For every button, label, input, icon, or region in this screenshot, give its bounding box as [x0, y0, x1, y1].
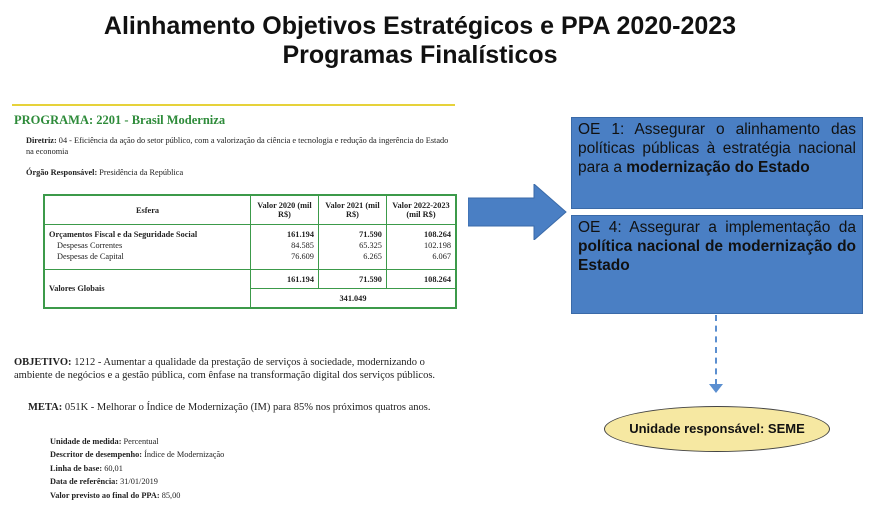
table-header-row	[44, 195, 456, 225]
header-esfera: Esfera	[44, 195, 251, 225]
indicador-value: 31/01/2019	[120, 477, 158, 487]
globais-value: 108.264	[386, 270, 456, 289]
indicador-label: Valor previsto ao final do PPA:	[50, 490, 160, 500]
meta	[28, 402, 431, 413]
indicador-value: 85,00	[161, 490, 181, 500]
row-value: 161.194	[251, 225, 319, 241]
budget-table	[43, 194, 457, 309]
row-label: Orçamentos Fiscal e da Seguridade Social	[44, 225, 251, 241]
indicador-label: Data de referência:	[50, 477, 119, 487]
globais-value: 71.590	[318, 270, 386, 289]
meta-label: META:	[28, 402, 63, 413]
indicador-value: Percentual	[123, 437, 159, 446]
header-2022-2023: Valor 2022-2023 (mil R$)	[386, 195, 456, 225]
indicador-label: Linha de base:	[50, 463, 103, 473]
table-row-globais	[44, 270, 456, 289]
indicador-value: Índice de Modernização	[144, 450, 225, 460]
oe4-text: OE 4: Assegurar a implementação da	[578, 219, 856, 236]
divider	[12, 104, 455, 106]
globais-value: 161.194	[251, 270, 319, 289]
indicador-item	[50, 435, 224, 448]
orgao-text: Presidência da República	[99, 168, 184, 177]
objetivo	[14, 357, 454, 382]
diretriz-label: Diretriz:	[26, 136, 57, 145]
indicador-item	[50, 475, 224, 488]
indicador-value: 60,01	[104, 463, 123, 473]
oe1-text: OE 1: Assegurar o alinhamento das políticas públicas à estratégia nacional para a	[578, 121, 856, 176]
globais-total: 341.049	[251, 289, 456, 309]
row-label: Despesas Correntes	[44, 240, 251, 251]
objetivo-label: OBJETIVO:	[14, 357, 72, 368]
objetivo-text: 1212 - Aumentar a qualidade da prestação de serviços à sociedade, modernizando o ambiente de negócios e a gestão pública, com ênfase na transformação digital dos serviços públicos.	[14, 357, 436, 381]
row-value: 76.609	[251, 251, 319, 270]
indicadores	[50, 435, 224, 502]
row-label: Despesas de Capital	[44, 251, 251, 270]
slide-title	[0, 12, 840, 70]
header-2020: Valor 2020 (mil R$)	[251, 195, 319, 225]
orgao-responsavel	[26, 168, 183, 179]
row-value: 108.264	[386, 225, 456, 241]
diretriz-text: 04 - Eficiência da ação do setor público, com a valorização da ciência e tecnologia e redução da ingerência do Estado na economia	[26, 136, 449, 156]
indicador-label: Unidade de medida:	[50, 437, 122, 446]
table-row	[44, 251, 456, 270]
row-value: 84.585	[251, 240, 319, 251]
table-row	[44, 240, 456, 251]
indicador-item	[50, 462, 224, 475]
dashed-connector	[715, 315, 717, 385]
oe1-bold: modernização do Estado	[626, 159, 810, 176]
oe1-box	[571, 117, 863, 209]
indicador-label: Descritor de desempenho:	[50, 450, 143, 460]
row-value: 102.198	[386, 240, 456, 251]
row-value: 6.265	[318, 251, 386, 270]
indicador-item	[50, 489, 224, 502]
row-value: 65.325	[318, 240, 386, 251]
table-row	[44, 225, 456, 241]
globais-label: Valores Globais	[44, 270, 251, 309]
row-value: 6.067	[386, 251, 456, 270]
right-arrow-icon	[468, 184, 568, 240]
orgao-label: Órgão Responsável:	[26, 168, 98, 177]
unidade-responsavel-ellipse: Unidade responsável: SEME	[604, 406, 830, 452]
arrow-down-icon	[709, 384, 723, 393]
header-2021: Valor 2021 (mil R$)	[318, 195, 386, 225]
title-line-1: Alinhamento Objetivos Estratégicos e PPA 2020-2023	[103, 12, 737, 40]
title-line-2: Programas Finalísticos	[282, 41, 558, 69]
programa-heading: PROGRAMA: 2201 - Brasil Moderniza	[14, 113, 226, 127]
meta-text: 051K - Melhorar o Índice de Modernização (IM) para 85% nos próximos quatros anos.	[64, 402, 431, 413]
diretriz	[26, 136, 456, 157]
row-value: 71.590	[318, 225, 386, 241]
oe4-bold: política nacional de modernização do Estado	[578, 238, 856, 274]
oe4-box	[571, 215, 863, 314]
indicador-item	[50, 448, 224, 461]
